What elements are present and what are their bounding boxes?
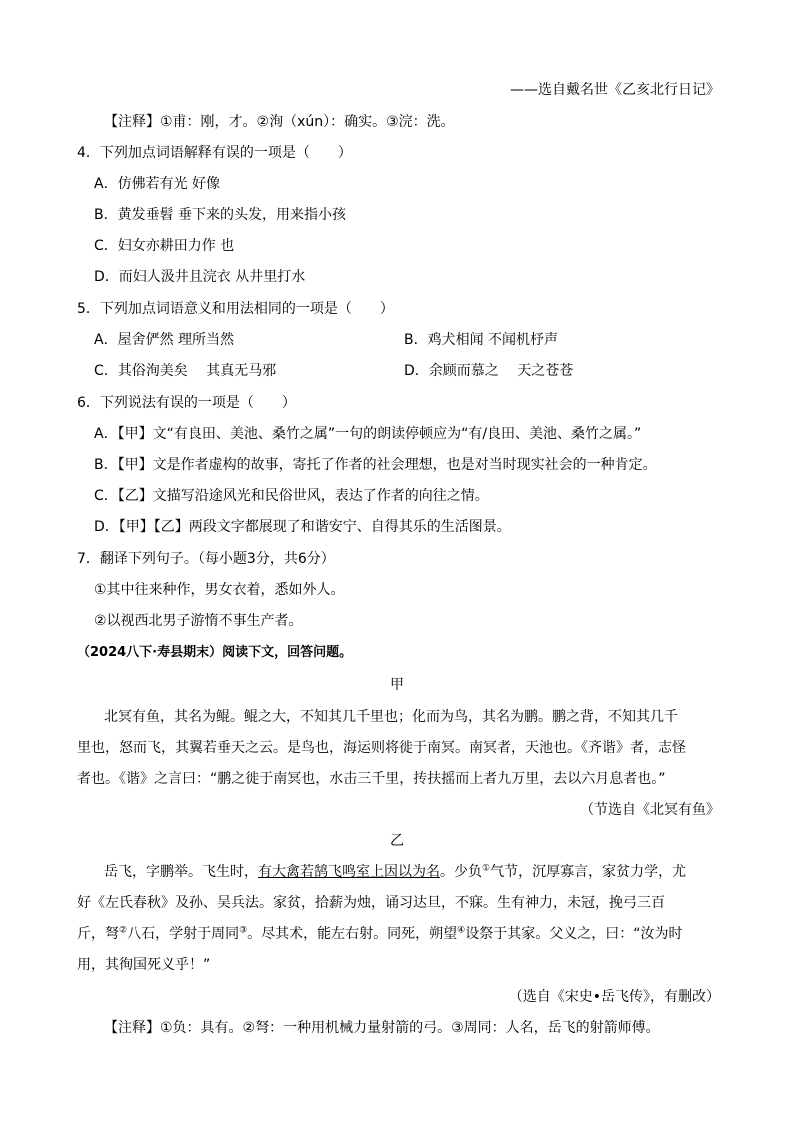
note-top [104, 112, 455, 132]
question-6-option-c: C．【乙】文描写沿途风光和民俗世风，表达了作者的向往之情。 [94, 488, 489, 504]
yi-line1-part-a: 岳飞，字鹏举。飞生时， [104, 864, 258, 880]
question-6-stem: 6．下列说法有误的一项是（ ） [77, 395, 296, 411]
footnote-marker-1: ① [482, 863, 491, 874]
underlined-sentence: 有大禽若鹄飞鸣室上因以为名 [258, 864, 440, 880]
question-4-option-c: C．妇女亦耕田力作 也 [94, 238, 235, 254]
yi-line3-part-c: 。尽其术，能左右射。同死，朔望 [247, 926, 458, 942]
passage-jia-source: （节选自《北冥有鱼》 [580, 802, 720, 818]
passage-jia-title: 甲 [390, 677, 404, 693]
passage-jia-line-1: 北冥有鱼，其名为鲲。鲲之大，不知其几千里也；化而为鸟，其名为鹏。鹏之背，不知其几千 [104, 709, 678, 725]
question-5-option-b: B．鸡犬相闻 不闻机杼声 [404, 332, 559, 348]
note-top-text: 【注释】①甫：刚，才。②洵（xún）：确实。③浣：洗。 [104, 114, 455, 130]
question-4-option-d: D．而妇人汲井且浣衣 从井里打水 [94, 269, 306, 285]
question-4-stem: 4．下列加点词语解释有误的一项是（ ） [77, 145, 352, 161]
footnote-marker-4: ④ [457, 925, 466, 936]
passage-yi-line-4: 用，其徇国死义乎！” [77, 957, 211, 973]
passage-yi-line-2: 好《左氏春秋》及孙、吴兵法。家贫，拾薪为烛，诵习达旦，不寐。生有神力，未冠，挽弓三百 [77, 895, 665, 911]
yi-line3-part-d: 设祭于其家。父义之，曰：“汝为时 [465, 926, 683, 942]
question-6-option-a: A．【甲】文“有良田、美池、桑竹之属”一句的朗读停顿应为“有/良田、美池、桑竹之属。” [94, 426, 642, 442]
footnote-marker-3: ③ [239, 925, 248, 936]
question-5-option-c: C．其俗洵美矣 其真无马邪 [94, 363, 277, 379]
footnote-marker-2: ② [119, 925, 128, 936]
question-6-option-d: D．【甲】【乙】两段文字都展现了和谐安宁、自得其乐的生活图景。 [94, 519, 511, 535]
section-intro: （2024八下·寿县期末）阅读下文，回答问题。 [77, 645, 353, 660]
passage-jia-line-2: 里也，怒而飞，其翼若垂天之云。是鸟也，海运则将徙于南冥。南冥者，天池也。《齐谐》者，志怪 [77, 740, 686, 756]
passage-yi-source: （选自《宋史•岳飞传》，有删改） [508, 989, 720, 1005]
passage-jia-line-3: 者也。《谐》之言曰：“鹏之徙于南冥也，水击三千里，抟扶摇而上者九万里，去以六月息者也。” [77, 771, 666, 787]
question-6-option-b: B．【甲】文是作者虚构的故事，寄托了作者的社会理想，也是对当时现实社会的一种肯定。 [94, 457, 657, 473]
yi-line1-part-c: 气节，沉厚寡言，家贫力学，尤 [490, 864, 687, 880]
yi-line1-part-b: 。少负 [440, 864, 482, 880]
question-7-stem: 7．翻译下列句子。（每小题3分，共6分） [77, 551, 335, 567]
question-5-stem: 5．下列加点词语意义和用法相同的一项是（ ） [77, 301, 394, 317]
question-5-option-a: A．屋舍俨然 理所当然 [94, 332, 235, 348]
question-4-option-a: A．仿佛若有光 好像 [94, 176, 221, 192]
question-4-option-b: B．黄发垂髫 垂下来的头发，用来指小孩 [94, 207, 347, 223]
passage-yi-title: 乙 [390, 833, 404, 849]
yi-line3-part-b: 八石，学射于周同 [127, 926, 240, 942]
passage-yi-line-3 [77, 924, 683, 944]
question-5-option-d: D．余顾而慕之 天之苍苍 [404, 363, 574, 379]
passage-yi-note: 【注释】①负：具有。②弩：一种用机械力量射箭的弓。③周同：人名，岳飞的射箭师傅。 [104, 1020, 660, 1036]
question-7-sentence-1: ①其中往来种作，男女衣着，悉如外人。 [94, 582, 345, 598]
yi-line3-part-a: 斤，弩 [77, 926, 119, 942]
question-7-sentence-2: ②以视西北男子游惰不事生产者。 [94, 613, 303, 629]
passage-yi-line-1 [104, 862, 686, 882]
source-citation-top: ——选自戴名世《乙亥北行日记》 [510, 82, 720, 98]
